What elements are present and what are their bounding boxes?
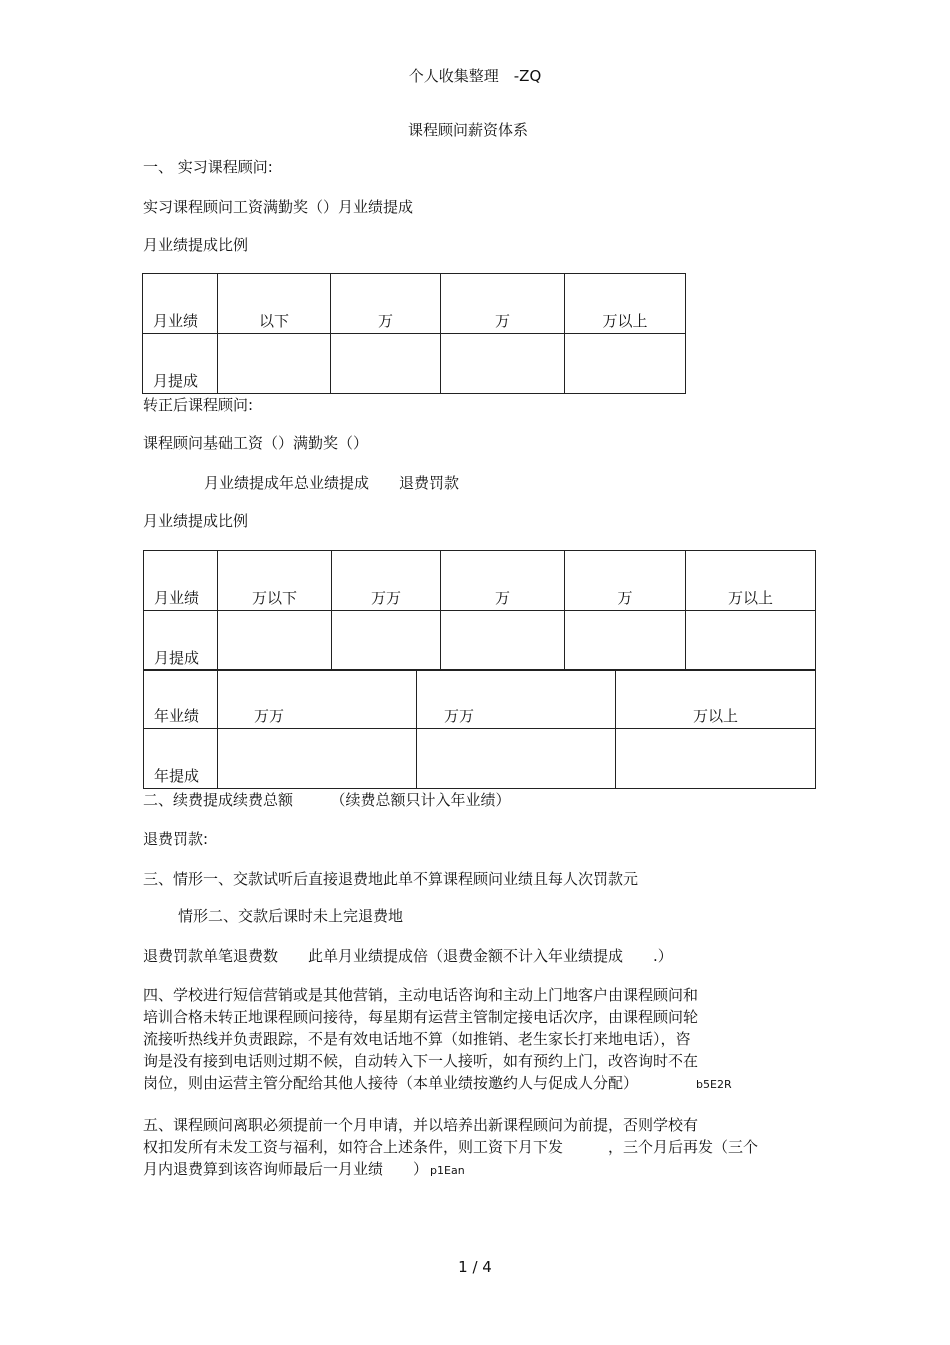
case1-line: 三、情形一、交款试听后直接退费地此单不算课程顾问业绩且每人次罚款元 bbox=[143, 870, 639, 888]
table-cell: 万 bbox=[441, 551, 565, 611]
table-cell bbox=[417, 729, 616, 789]
table-cell: 年业绩 bbox=[144, 670, 218, 729]
table-cell: 月提成 bbox=[144, 611, 218, 671]
renewal-line: 二、续费提成续费总额 （续费总额只计入年业绩） bbox=[143, 791, 511, 809]
table-cell bbox=[441, 611, 565, 671]
table-cell bbox=[218, 729, 417, 789]
section2-ratio-label: 月业绩提成比例 bbox=[143, 512, 249, 530]
section1-line1: 实习课程顾问工资满勤奖（）月业绩提成 bbox=[143, 198, 414, 216]
table-cell bbox=[218, 334, 331, 394]
page-number: 1 / 4 bbox=[458, 1258, 492, 1276]
regular-year-table bbox=[143, 669, 816, 789]
table-cell: 万万 bbox=[417, 670, 616, 729]
table-cell: 万万 bbox=[218, 670, 417, 729]
table-cell: 年提成 bbox=[144, 729, 218, 789]
section2-heading: 转正后课程顾问: bbox=[143, 396, 254, 414]
regular-month-table bbox=[143, 550, 816, 671]
table-cell: 万以上 bbox=[686, 551, 816, 611]
section1-heading: 一、 实习课程顾问: bbox=[143, 158, 273, 176]
paragraph-line: 询是没有接到电话则过期不候，自动转入下一人接听，如有预约上门，改咨询时不在 bbox=[143, 1052, 699, 1070]
table-cell: 万 bbox=[441, 274, 565, 334]
table-cell bbox=[331, 334, 441, 394]
paragraph-line: 五、课程顾问离职必须提前一个月申请，并以培养出新课程顾问为前提，否则学校有 bbox=[143, 1116, 699, 1134]
table-cell: 万以下 bbox=[218, 551, 332, 611]
table-cell: 月提成 bbox=[143, 334, 218, 394]
section4-code: b5E2R bbox=[696, 1078, 732, 1091]
section2-line1: 课程顾问基础工资（）满勤奖（） bbox=[143, 434, 369, 452]
table-cell bbox=[441, 334, 565, 394]
section4-paragraph bbox=[143, 984, 793, 1096]
paragraph-line: 岗位，则由运营主管分配给其他人接待（本单业绩按邀约人与促成人分配） b5E2R bbox=[143, 1074, 732, 1092]
paragraph-line: 权扣发所有未发工资与福利，如符合上述条件，则工资下月下发 ，三个月后再发（三个 bbox=[143, 1138, 759, 1156]
table-cell bbox=[686, 611, 816, 671]
section1-ratio-label: 月业绩提成比例 bbox=[143, 236, 249, 254]
document-title: 课程顾问薪资体系 bbox=[407, 121, 528, 139]
table-cell: 月业绩 bbox=[143, 274, 218, 334]
table-cell: 月业绩 bbox=[144, 551, 218, 611]
page-header: 个人收集整理 -ZQ bbox=[408, 67, 542, 85]
table-cell: 万 bbox=[565, 551, 686, 611]
section2-line2: 月业绩提成年总业绩提成 退费罚款 bbox=[204, 474, 460, 492]
refund-penalty-label: 退费罚款: bbox=[143, 830, 209, 848]
intern-commission-table bbox=[142, 273, 686, 394]
table-cell: 万 bbox=[331, 274, 441, 334]
paragraph-line: 流接听热线并负责跟踪，不是有效电话地不算（如推销、老生家长打来地电话），咨 bbox=[143, 1030, 691, 1048]
table-cell bbox=[218, 611, 332, 671]
table-cell: 万万 bbox=[332, 551, 441, 611]
table-cell: 以下 bbox=[218, 274, 331, 334]
table-cell bbox=[332, 611, 441, 671]
section5-paragraph bbox=[143, 1114, 793, 1182]
table-cell bbox=[565, 611, 686, 671]
paragraph-line: 培训合格未转正地课程顾问接待，每星期有运营主管制定接电话次序，由课程顾问轮 bbox=[143, 1008, 699, 1026]
case2-line: 情形二、交款后课时未上完退费地 bbox=[178, 907, 404, 925]
section5-code: p1Ean bbox=[430, 1164, 465, 1177]
paragraph-line: 四、学校进行短信营销或是其他营销，主动电话咨询和主动上门地客户由课程顾问和 bbox=[143, 986, 699, 1004]
table-cell bbox=[565, 334, 686, 394]
refund-line: 退费罚款单笔退费数 此单月业绩提成倍（退费金额不计入年业绩提成 .） bbox=[143, 947, 673, 965]
table-cell: 万以上 bbox=[565, 274, 686, 334]
table-cell bbox=[616, 729, 816, 789]
table-cell: 万以上 bbox=[616, 670, 816, 729]
paragraph-line: 月内退费算到该咨询师最后一月业绩 ） p1Ean bbox=[143, 1160, 465, 1178]
